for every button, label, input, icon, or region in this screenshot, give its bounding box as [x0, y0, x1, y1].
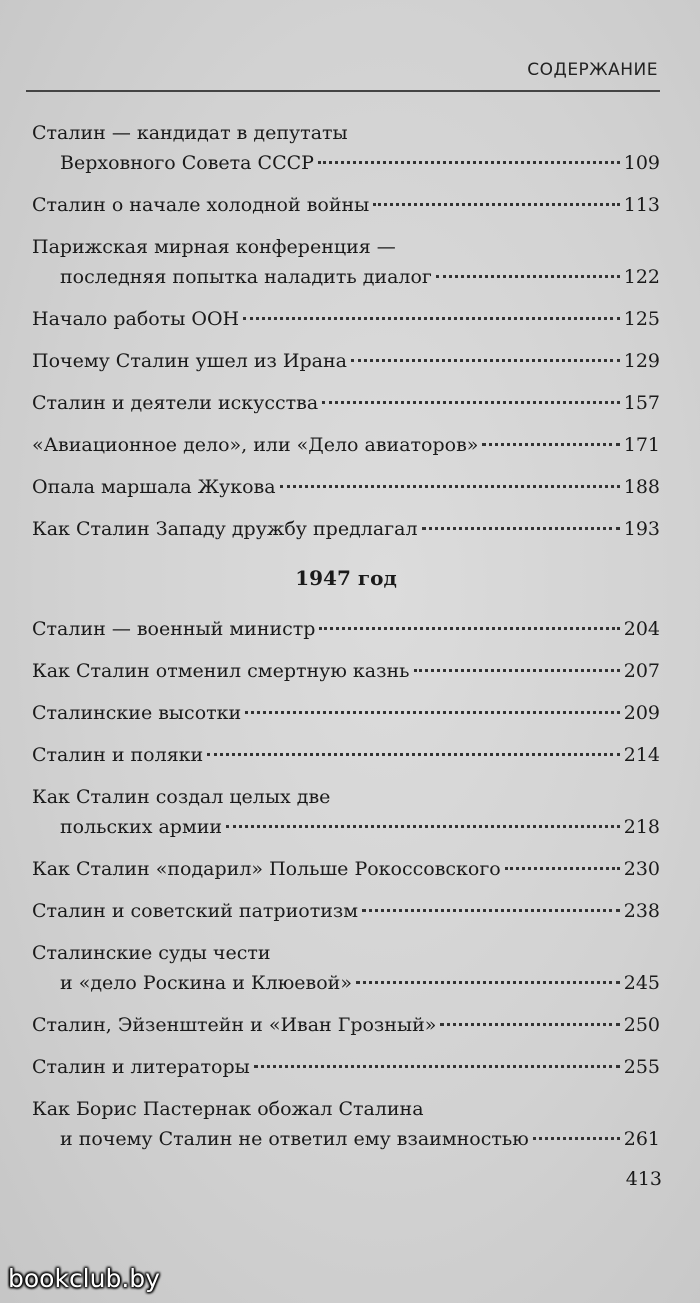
dot-leader — [319, 626, 619, 630]
toc-entry-line — [32, 1010, 660, 1040]
toc-page-number: 157 — [623, 392, 660, 414]
toc-page-number: 238 — [623, 900, 660, 922]
toc-entry-title: Как Сталин отменил смертную казнь — [32, 660, 410, 682]
dot-leader — [356, 980, 620, 984]
toc-entry — [32, 430, 660, 460]
toc-page-number: 230 — [623, 858, 660, 880]
toc-entry-title: Сталинские высотки — [32, 702, 242, 724]
toc-entry — [32, 1052, 660, 1082]
toc-entry-line — [32, 430, 660, 460]
toc-entry — [32, 472, 660, 502]
toc-page-number: 209 — [623, 702, 660, 724]
toc-entry-title: Сталин и деятели искусства — [32, 392, 319, 414]
dot-leader — [245, 710, 620, 714]
toc-page-number: 207 — [623, 660, 660, 682]
header-rule — [26, 90, 660, 92]
dot-leader — [280, 484, 620, 488]
toc-entry-line — [32, 514, 660, 544]
running-head: СОДЕРЖАНИЕ — [527, 60, 658, 80]
toc-entry — [32, 118, 660, 178]
toc-entry-line — [32, 148, 660, 178]
dot-leader — [533, 1136, 620, 1140]
dot-leader — [243, 316, 620, 320]
toc-entry-title: последняя попытка наладить диалог — [60, 266, 432, 288]
toc-entry — [32, 1010, 660, 1040]
toc-entry-line — [32, 854, 660, 884]
toc-entry — [32, 698, 660, 728]
dot-leader — [351, 358, 620, 362]
toc-entry-title: Опала маршала Жукова — [32, 476, 276, 498]
toc-page-number: 250 — [623, 1014, 660, 1036]
toc-entry — [32, 938, 660, 998]
toc-entry-line — [32, 968, 660, 998]
toc-entry-title: Сталин и советский патриотизм — [32, 900, 359, 922]
toc-entry-line — [32, 614, 660, 644]
toc-entry — [32, 346, 660, 376]
toc-entry — [32, 854, 660, 884]
dot-leader — [482, 442, 619, 446]
toc-entry-line — [32, 190, 660, 220]
toc-entry — [32, 232, 660, 292]
toc-entry-title: Сталин — военный министр — [32, 618, 316, 640]
toc-entry-title: «Авиационное дело», или «Дело авиаторов» — [32, 434, 479, 456]
toc-entry-title: и почему Сталин не ответил ему взаимностью — [60, 1128, 529, 1150]
toc-entry — [32, 514, 660, 544]
toc-entry-line — [32, 472, 660, 502]
dot-leader — [318, 160, 620, 164]
toc-page-number: 129 — [623, 350, 660, 372]
toc-entry — [32, 614, 660, 644]
dot-leader — [226, 824, 620, 828]
toc-page-number: 261 — [623, 1128, 660, 1150]
toc-entry-title: Как Сталин Западу дружбу предлагал — [32, 518, 418, 540]
toc-entry-title: Сталин и поляки — [32, 744, 204, 766]
section-heading: 1947 год — [295, 566, 397, 590]
dot-leader — [440, 1022, 619, 1026]
dot-leader — [422, 526, 620, 530]
toc-page-number: 204 — [623, 618, 660, 640]
toc-entry-line — [32, 346, 660, 376]
dot-leader — [322, 400, 620, 404]
toc-entry-title: Сталин, Эйзенштейн и «Иван Грозный» — [32, 1014, 437, 1036]
toc-entry-line — [32, 698, 660, 728]
page-number: 413 — [625, 1168, 662, 1190]
toc-page-number: 214 — [623, 744, 660, 766]
toc-entry-line — [32, 1052, 660, 1082]
toc-entry-title: Начало работы ООН — [32, 308, 240, 330]
toc-entry-title: Верховного Совета СССР — [60, 152, 314, 174]
toc-entry — [32, 896, 660, 926]
toc-page-number: 193 — [623, 518, 660, 540]
toc-entry — [32, 388, 660, 418]
dot-leader — [436, 274, 620, 278]
toc-page-number: 188 — [623, 476, 660, 498]
toc-entry — [32, 190, 660, 220]
toc-entry-title-line: Сталин — кандидат в депутаты — [32, 122, 348, 144]
dot-leader — [414, 668, 620, 672]
toc-page-number: 122 — [623, 266, 660, 288]
toc-page-number: 245 — [623, 972, 660, 994]
dot-leader — [373, 202, 619, 206]
toc-group-1946 — [32, 118, 660, 544]
dot-leader — [362, 908, 620, 912]
toc-group-1947 — [32, 614, 660, 1154]
toc-entry-line — [32, 304, 660, 334]
toc-entry-line — [32, 388, 660, 418]
toc-page-number: 109 — [623, 152, 660, 174]
dot-leader — [254, 1064, 620, 1068]
toc-entry-title-line: Как Сталин создал целых две — [32, 786, 331, 808]
toc-entry-title: Сталин о начале холодной войны — [32, 194, 370, 216]
toc-entry-title-line: Сталинские суды чести — [32, 942, 271, 964]
toc-page-number: 255 — [623, 1056, 660, 1078]
toc-entry — [32, 656, 660, 686]
toc-entry-title: и «дело Роскина и Клюевой» — [60, 972, 352, 994]
toc-entry-title: польских армии — [60, 816, 223, 838]
toc-entry-line — [32, 1124, 660, 1154]
dot-leader — [505, 866, 620, 870]
toc-entry-line — [32, 262, 660, 292]
dot-leader — [207, 752, 620, 756]
toc-page-number: 113 — [623, 194, 660, 216]
toc-entry — [32, 1094, 660, 1154]
toc-page-number: 125 — [623, 308, 660, 330]
toc-entry — [32, 782, 660, 842]
toc-entry-title: Почему Сталин ушел из Ирана — [32, 350, 347, 372]
toc-page-number: 171 — [623, 434, 660, 456]
toc-entry-line — [32, 740, 660, 770]
toc-entry-title: Как Сталин «подарил» Польше Рокоссовского — [32, 858, 501, 880]
watermark: bookclub.by — [8, 1264, 160, 1293]
toc-entry-title-line: Парижская мирная конференция — — [32, 236, 396, 258]
toc-entry-title-line: Как Борис Пастернак обожал Сталина — [32, 1098, 424, 1120]
toc-entry — [32, 304, 660, 334]
toc-page-number: 218 — [623, 816, 660, 838]
table-of-contents — [32, 118, 660, 1166]
toc-entry — [32, 740, 660, 770]
toc-entry-line — [32, 812, 660, 842]
toc-entry-line — [32, 656, 660, 686]
toc-entry-title: Сталин и литераторы — [32, 1056, 250, 1078]
toc-entry-line — [32, 896, 660, 926]
